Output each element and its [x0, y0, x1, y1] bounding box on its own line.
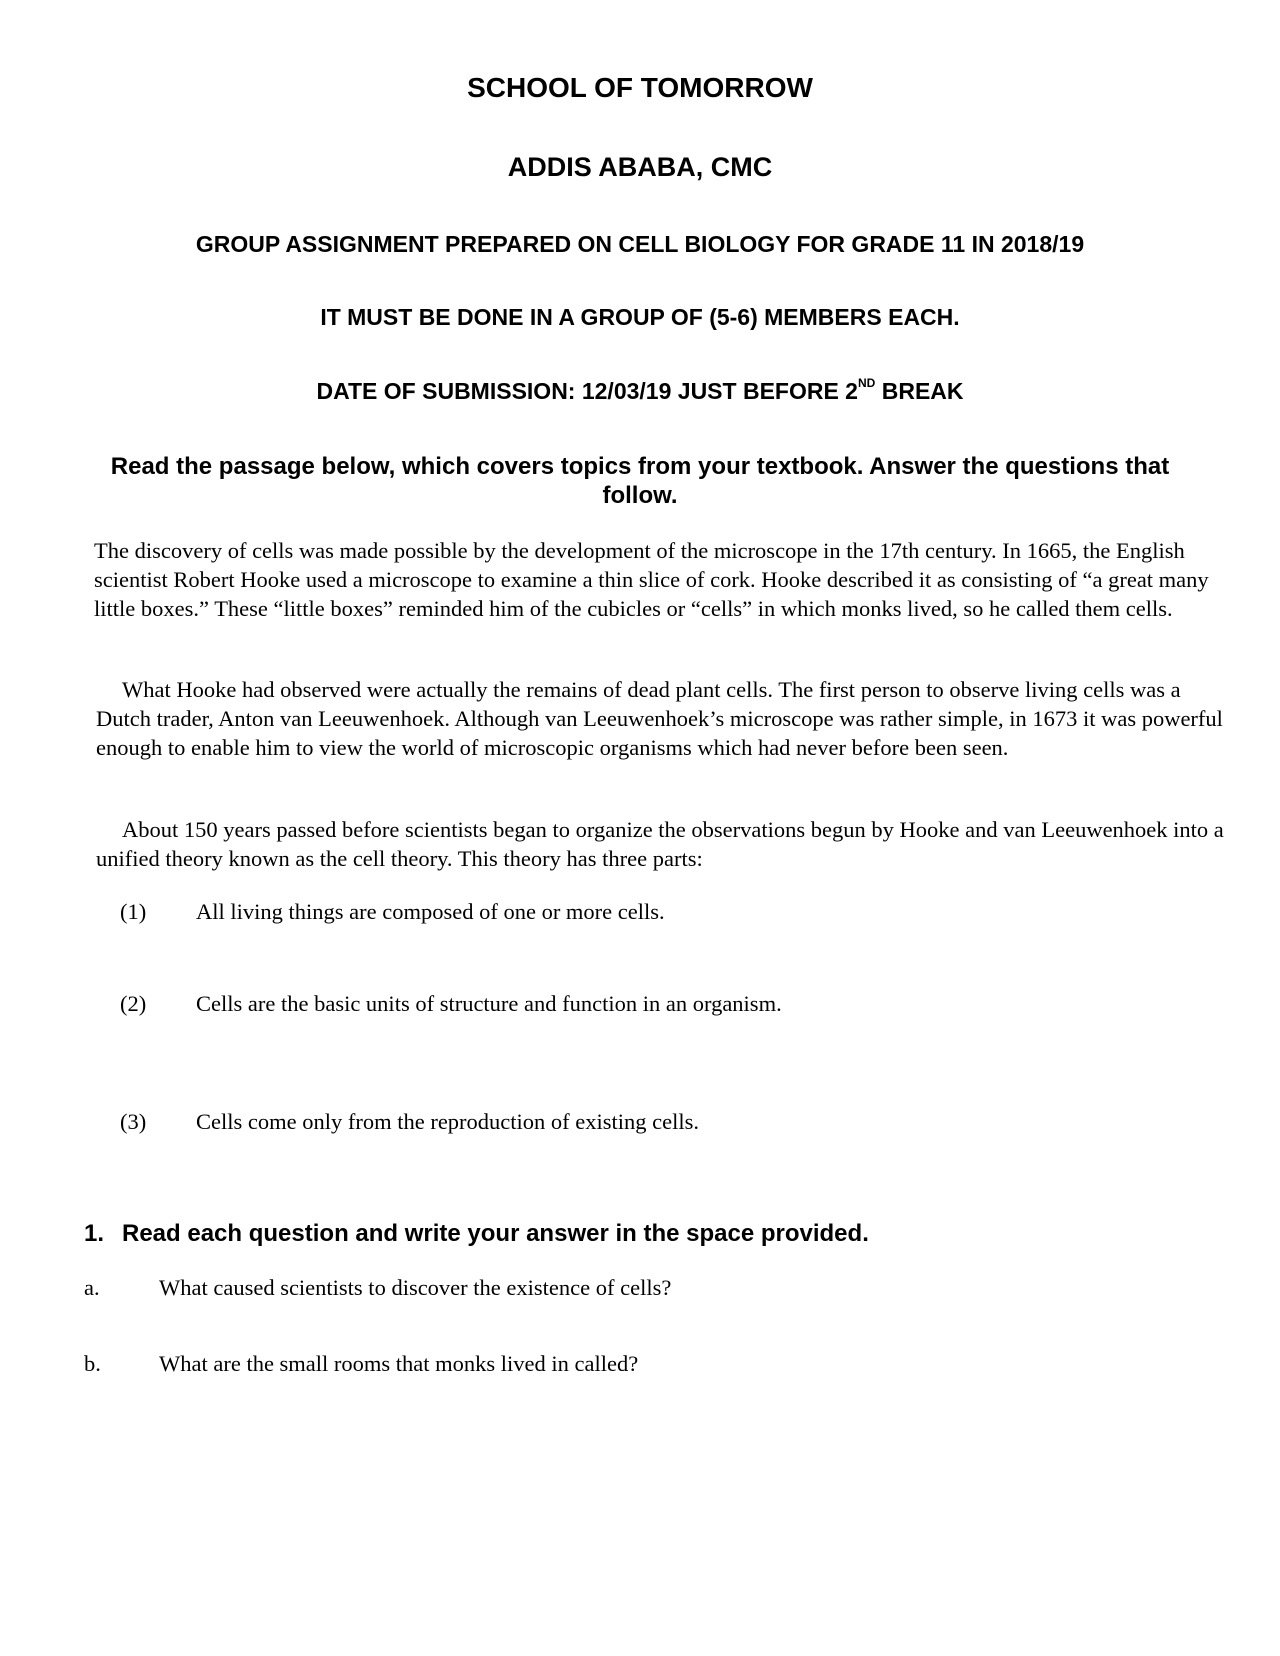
group-requirement: IT MUST BE DONE IN A GROUP OF (5-6) MEMBERS EACH.	[320, 304, 960, 330]
cell-theory-text: Cells come only from the reproduction of existing cells.	[196, 1109, 700, 1134]
passage-paragraph-2: What Hooke had observed were actually the remains of dead plant cells. The first person to observe living cells was a Dutch trader, Anton van Leeuwenhoek. Although van Leeuwenhoek’s microscope was rather simple, in 1673 it was powerful enough to enable him to view the world of microscopic organisms which had never before been seen.	[96, 677, 1223, 760]
assignment-title: GROUP ASSIGNMENT PREPARED ON CELL BIOLOGY FOR GRADE 11 IN 2018/19	[195, 231, 1085, 257]
passage-paragraph-1: The discovery of cells was made possible by the development of the microscope in the 17th century. In 1665, the English scientist Robert Hooke used a microscope to examine a thin slice of cork. Hooke described it as consisting of “a great many little boxes.” These “little boxes” reminded him of the cubicles or “cells” in which monks lived, so he called them cells.	[94, 538, 1209, 621]
question-label: a.	[84, 1275, 100, 1300]
cell-theory-text: All living things are composed of one or more cells.	[196, 899, 665, 924]
school-location: ADDIS ABABA, CMC	[507, 152, 773, 182]
submission-date-prefix: DATE OF SUBMISSION: 12/03/19 JUST BEFORE 2	[316, 378, 858, 404]
cell-theory-number: (2)	[120, 991, 147, 1016]
cell-theory-number: (1)	[120, 899, 147, 924]
cell-theory-number: (3)	[120, 1109, 147, 1134]
section-title: Read each question and write your answer in the space provided.	[122, 1220, 869, 1247]
reading-instructions: Read the passage below, which covers topics from your textbook. Answer the questions that follow.	[110, 453, 1170, 509]
question-text: What are the small rooms that monks lived in called?	[159, 1351, 639, 1376]
submission-date-superscript: ND	[857, 376, 876, 390]
passage-paragraph-3: About 150 years passed before scientists began to organize the observations begun by Hooke and van Leeuwenhoek into a unified theory known as the cell theory. This theory has three parts:	[96, 817, 1224, 871]
question-label: b.	[84, 1351, 101, 1376]
submission-date-suffix: BREAK	[875, 378, 964, 404]
cell-theory-text: Cells are the basic units of structure and function in an organism.	[196, 991, 782, 1016]
section-1-heading	[84, 1220, 869, 1248]
submission-date	[0, 378, 1280, 405]
question-text: What caused scientists to discover the existence of cells?	[159, 1275, 672, 1300]
section-number: 1.	[84, 1220, 105, 1247]
school-name: SCHOOL OF TOMORROW	[467, 72, 813, 103]
